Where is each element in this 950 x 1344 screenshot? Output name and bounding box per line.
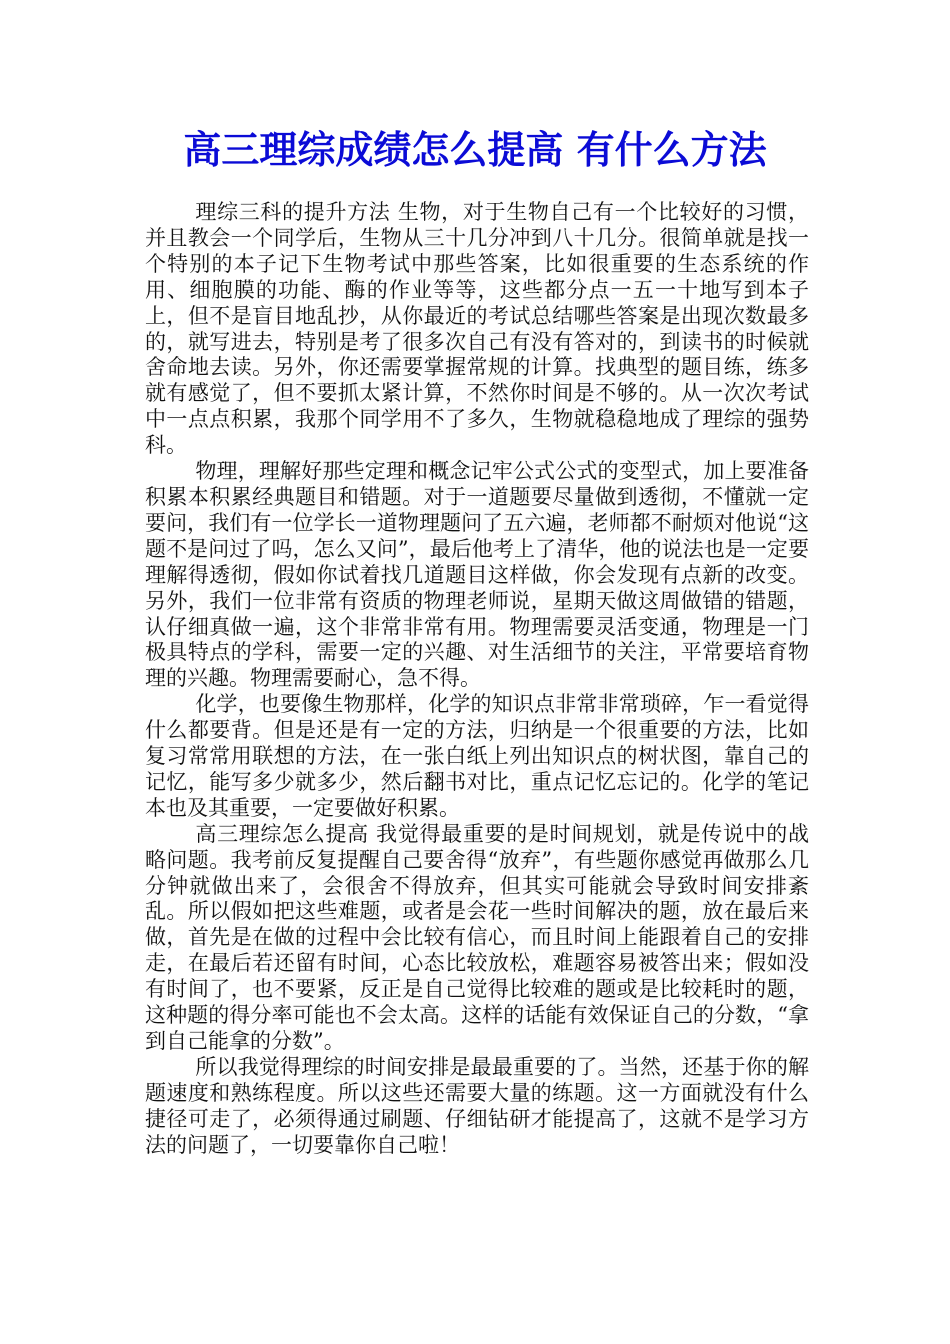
document-body xyxy=(145,200,809,1159)
paragraph-time-planning: 高三理综怎么提高 我觉得最重要的是时间规划，就是传说中的战略问题。我考前反复提醒自己要舍得“放弃”，有些题你感觉再做那么几分钟就做出来了，会很舍不得放弃，但其实可能就会导致时间安排紊乱。所以假如把这些难题，或者是会花一些时间解决的题，放在最后来做，首先是在做的过程中会比较有信心，而且时间上能跟着自己的安排走，在最后若还留有时间，心态比较放松，难题容易被答出来；假如没有时间了，也不要紧，反正是自己觉得比较难的题或是比较耗时的题，这种题的得分率可能也不会太高。这样的话能有效保证自己的分数，“拿到自己能拿的分数”。 xyxy=(145,821,809,1053)
paragraph-physics: 物理，理解好那些定理和概念记牢公式公式的变型式，加上要准备积累本积累经典题目和错题。对于一道题要尽量做到透彻，不懂就一定要问，我们有一位学长一道物理题问了五六遍，老师都不耐烦对他说“这题不是问过了吗，怎么又问”，最后他考上了清华，他的说法也是一定要理解得透彻，假如你试着找几道题目这样做，你会发现有点新的改变。另外，我们一位非常有资质的物理老师说，星期天做这周做错的错题，认仔细真做一遍，这个非常非常有用。物理需要灵活变通，物理是一门极具特点的学科，需要一定的兴趣、对生活细节的关注，平常要培育物理的兴趣。物理需要耐心，急不得。 xyxy=(145,459,809,691)
paragraph-conclusion: 所以我觉得理综的时间安排是最最重要的了。当然，还基于你的解题速度和熟练程度。所以这些还需要大量的练题。这一方面就没有什么捷径可走了，必须得通过刷题、仔细钻研才能提高了，这就不是学习方法的问题了，一切要靠你自己啦！ xyxy=(145,1054,809,1157)
document-title: 高三理综成绩怎么提高 有什么方法 xyxy=(183,127,767,172)
paragraph-chemistry: 化学，也要像生物那样，化学的知识点非常非常琐碎，乍一看觉得什么都要背。但是还是有一定的方法，归纳是一个很重要的方法，比如复习常常用联想的方法，在一张白纸上列出知识点的树状图，靠自己的记忆，能写多少就多少，然后翻书对比，重点记忆忘记的。化学的笔记本也及其重要，一定要做好积累。 xyxy=(145,692,809,820)
paragraph-biology: 理综三科的提升方法 生物，对于生物自己有一个比较好的习惯，并且教会一个同学后，生物从三十几分冲到八十几分。很简单就是找一个特别的本子记下生物考试中那些答案，比如很重要的生态系统的作用、细胞膜的功能、酶的作业等等，这些都分点一五一十地写到本子上，但不是盲目地乱抄，从你最近的考试总结哪些答案是出现次数最多的，就写进去，特别是考了很多次自己有没有答对的，到读书的时候就舍命地去读。另外，你还需要掌握常规的计算。找典型的题目练，练多就有感觉了，但不要抓太紧计算，不然你时间是不够的。从一次次考试中一点点积累，我那个同学用不了多久，生物就稳稳地成了理综的强势科。 xyxy=(145,200,809,458)
